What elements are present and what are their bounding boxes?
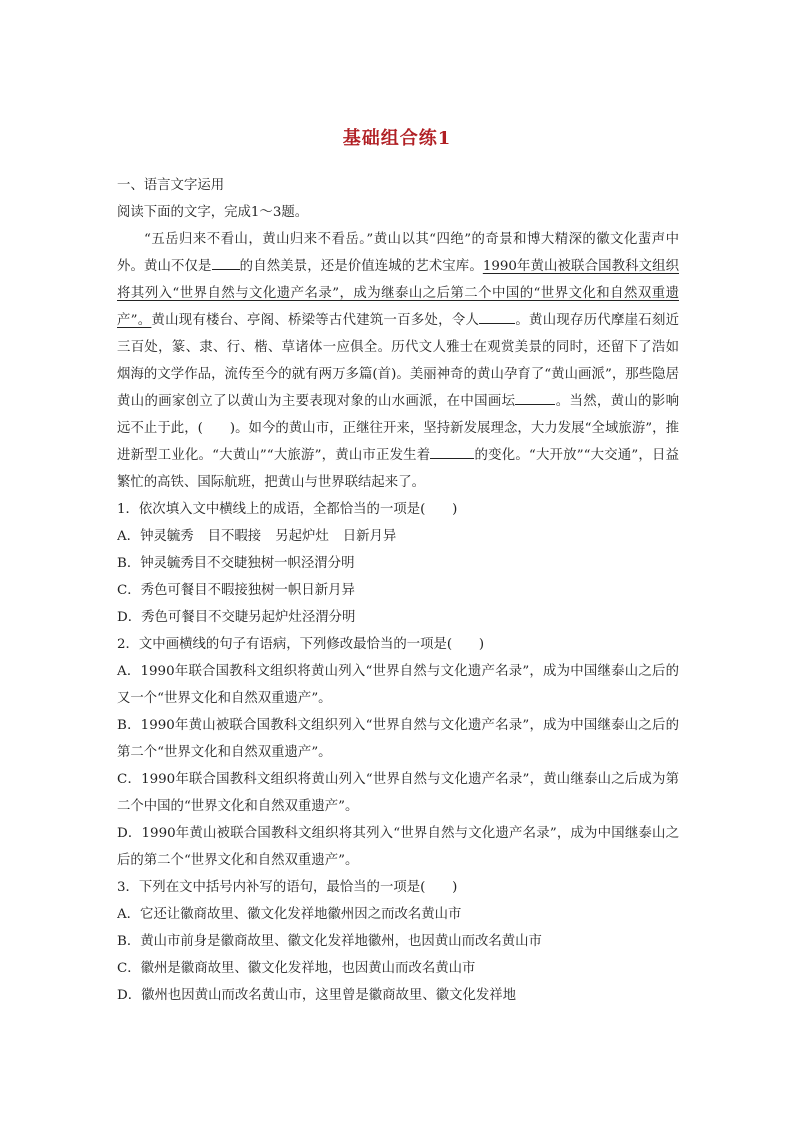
instruction-text: 阅读下面的文字，完成1～3题。	[117, 205, 309, 220]
passage-sentence: 。当然，黄山的影响远不止于此，( )。如今的黄山市，正继往开来，坚持新发展理念，大力发展“全域旅游”，推进新型工业化。“大黄山”“大旅游”，黄山市正发生着	[117, 394, 680, 463]
question-2-option-c: C．1990年联合国教科文组织将黄山列入“世界自然与文化遗产名录”，黄山继泰山之后成为第二个中国的“世界文化和自然双重遗产”。	[117, 772, 679, 814]
question-1-option-d: D．秀色可餐目不交睫另起炉灶泾渭分明	[117, 610, 356, 625]
underlined-sentence: 1990年黄山被联合国教科文组织将其列入“世界自然与文化遗产名录”，成为继泰山之后第二个中国的“世界文化和自然双重遗产”。	[117, 259, 680, 328]
section-heading: 一、语言文字运用	[117, 178, 225, 193]
question-1-option-b: B．钟灵毓秀目不交睫独树一帜泾渭分明	[117, 556, 355, 571]
reading-passage	[117, 226, 679, 496]
fill-blank-3	[515, 390, 555, 405]
fill-blank-4	[430, 444, 474, 459]
question-3-option-b: B．黄山市前身是徽商故里、徽文化发祥地徽州，也因黄山而改名黄山市	[117, 934, 542, 949]
question-1-stem: 1．依次填入文中横线上的成语，全都恰当的一项是( )	[117, 502, 458, 517]
page-title: 基础组合练1	[342, 128, 452, 149]
question-1-option-c: C．秀色可餐目不暇接独树一帜日新月异	[117, 583, 355, 598]
question-3-option-a: A．它还让徽商故里、徽文化发祥地徽州因之而改名黄山市	[117, 907, 462, 922]
question-2-option-b: B．1990年黄山被联合国教科文组织列入“世界自然与文化遗产名录”，成为中国继泰山之后的第二个“世界文化和自然双重遗产”。	[117, 718, 679, 760]
question-1-option-a: A．钟灵毓秀 目不暇接 另起炉灶 日新月异	[117, 529, 397, 544]
fill-blank-1	[212, 255, 240, 270]
passage-sentence: 黄山现有楼台、亭阁、桥梁等古代建筑一百多处，令人	[151, 313, 480, 328]
question-2-option-a: A．1990年联合国教科文组织将黄山列入“世界自然与文化遗产名录”，成为中国继泰山之后的又一个“世界文化和自然双重遗产”。	[117, 664, 679, 706]
passage-sentence: 的自然美景，还是价值连城的艺术宝库。	[239, 259, 483, 274]
passage-sentence: 。黄山现存历代摩崖石刻近三百处，篆、隶、行、楷、草诸体一应俱全。历代文人雅士在观赏美景的同时，还留下了浩如烟海的文学作品，流传至今的就有两万多篇(首)。美丽神奇的黄山孕育了“黄山画派”，那些隐居黄山的画家创立了以黄山为主要表现对象的山水画派，在中国画坛	[117, 313, 679, 409]
document-body	[117, 172, 679, 1009]
question-2-stem: 2．文中画横线的句子有语病，下列修改最恰当的一项是( )	[117, 637, 485, 652]
passage-sentence: 的变化。“大开放”“大交通”，日益繁忙的高铁、国际航班，把黄山与世界联结起来了。	[117, 448, 679, 490]
question-2-option-d: D．1990年黄山被联合国教科文组织将其列入“世界自然与文化遗产名录”，成为中国继泰山之后的第二个“世界文化和自然双重遗产”。	[117, 826, 679, 868]
fill-blank-2	[479, 309, 515, 324]
question-3-option-d: D．徽州也因黄山而改名黄山市，这里曾是徽商故里、徽文化发祥地	[117, 988, 517, 1003]
question-3-option-c: C．徽州是徽商故里、徽文化发祥地，也因黄山而改名黄山市	[117, 961, 476, 976]
question-3-stem: 3．下列在文中括号内补写的语句，最恰当的一项是( )	[117, 880, 458, 895]
passage-sentence: “五岳归来不看山，黄山归来不看岳。”黄山以其“四绝”的奇景和博大精深的徽文化蜚声中外。黄山不仅是	[117, 232, 679, 274]
